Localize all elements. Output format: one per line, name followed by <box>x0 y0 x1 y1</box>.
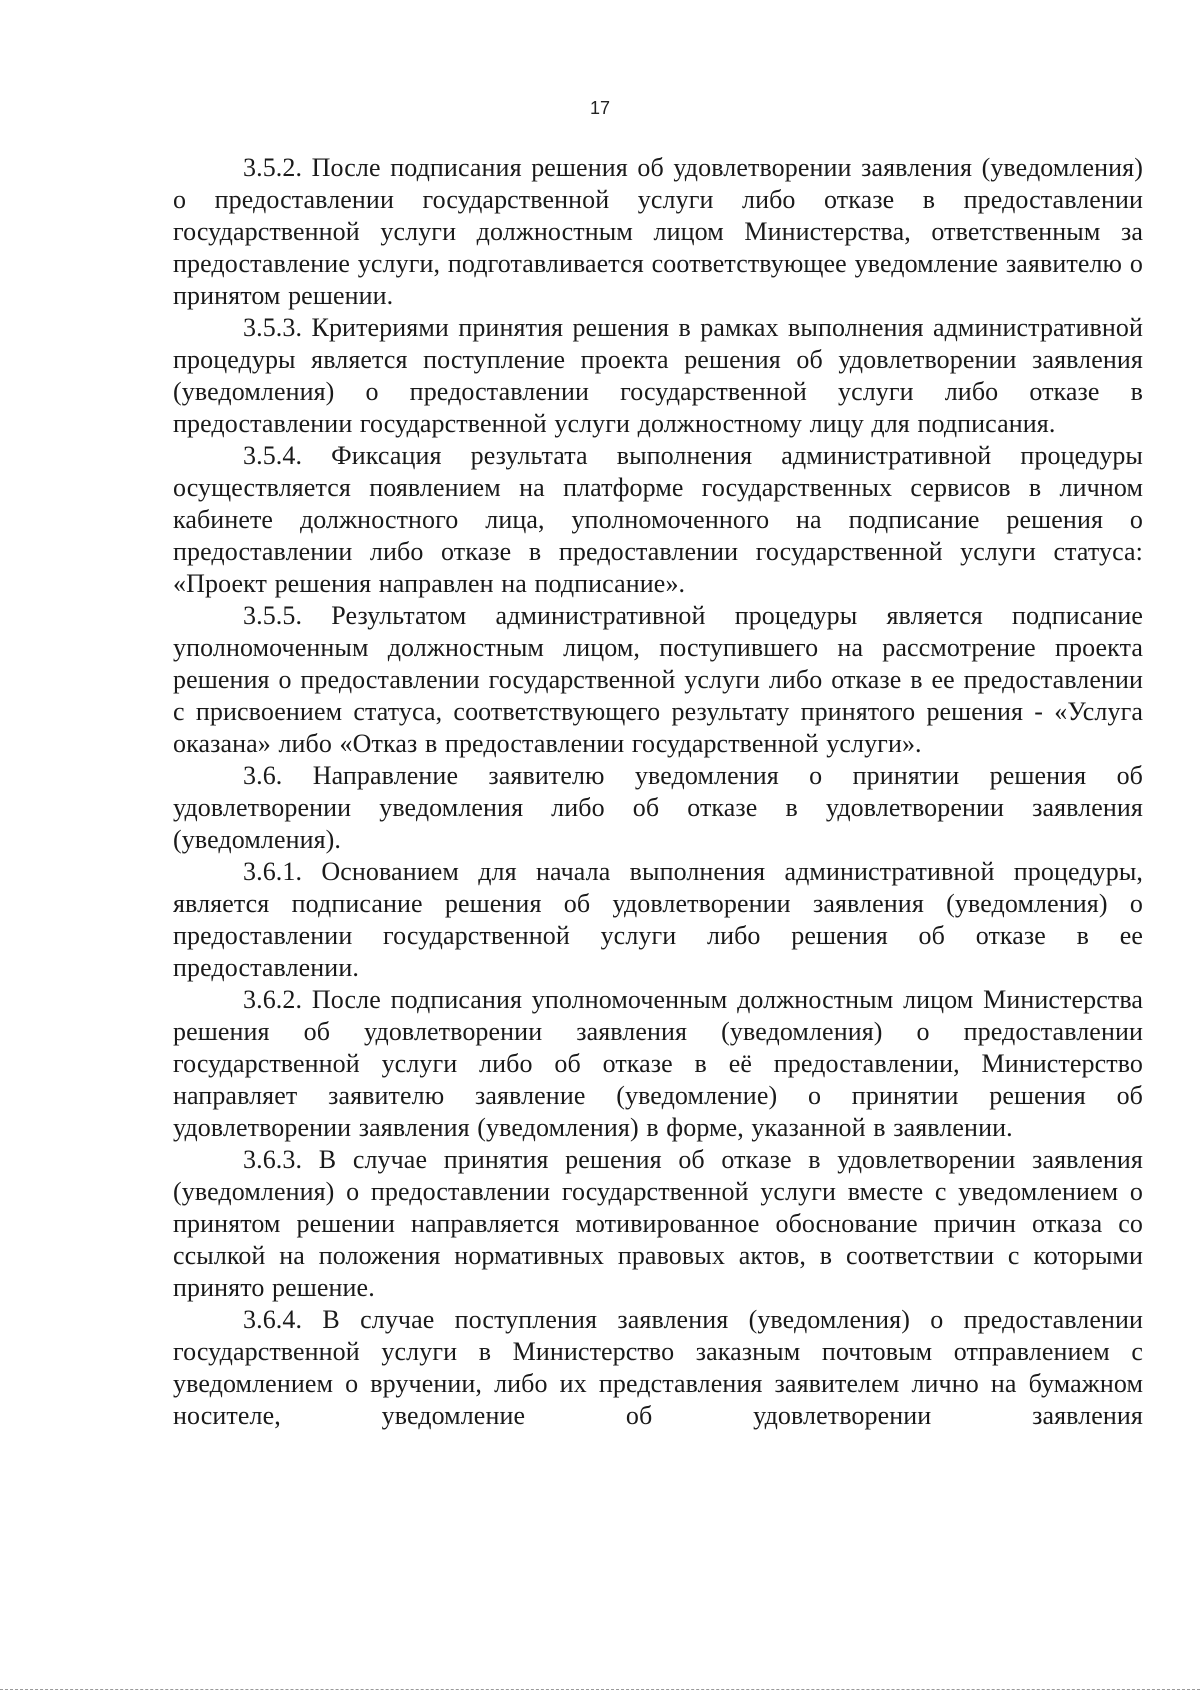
paragraph-3-6-1: 3.6.1. Основанием для начала выполнения административной процедуры, является подписание решения об удовлетворении заявления (уведомления) о предоставлении государственной услуги либо решения об отказе в ее предоставлении. <box>173 857 1143 982</box>
paragraph-3-5-2: 3.5.2. После подписания решения об удовлетворении заявления (уведомления) о предоставлении государственной услуги либо отказе в предоставлении государственной услуги должностным лицом Министерства, ответственным за предоставление услуги, подготавливается соответствующее уведомление заявителю о принятом решении. <box>173 153 1143 310</box>
paragraph-3-6-3: 3.6.3. В случае принятия решения об отказе в удовлетворении заявления (уведомления) о предоставлении государственной услуги вместе с уведомлением о принятом решении направляется мотивированное обоснование причин отказа со ссылкой на положения нормативных правовых актов, в соответствии с которыми принято решение. <box>173 1145 1143 1302</box>
page-number: 17 <box>589 98 611 118</box>
document-body <box>173 152 1143 1432</box>
paragraph-3-6-2: 3.6.2. После подписания уполномоченным должностным лицом Министерства решения об удовлетворении заявления (уведомления) о предоставлении государственной услуги либо об отказе в её предоставлении, Министерство направляет заявителю заявление (уведомление) о принятии решения об удовлетворении заявления (уведомления) в форме, указанной в заявлении. <box>173 985 1143 1142</box>
scan-edge-divider <box>0 1689 1200 1690</box>
paragraph-3-5-4: 3.5.4. Фиксация результата выполнения административной процедуры осуществляется появлением на платформе государственных сервисов в личном кабинете должностного лица, уполномоченного на подписание решения о предоставлении либо отказе в предоставлении государственной услуги статуса: «Проект решения направлен на подписание». <box>173 441 1143 598</box>
paragraph-3-5-3: 3.5.3. Критериями принятия решения в рамках выполнения административной процедуры является поступление проекта решения об удовлетворении заявления (уведомления) о предоставлении государственной услуги либо отказе в предоставлении государственной услуги должностному лицу для подписания. <box>173 313 1143 438</box>
paragraph-3-6: 3.6. Направление заявителю уведомления о принятии решения об удовлетворении уведомления либо об отказе в удовлетворении заявления (уведомления). <box>173 761 1143 854</box>
paragraph-3-6-4: 3.6.4. В случае поступления заявления (уведомления) о предоставлении государственной услуги в Министерство заказным почтовым отправлением с уведомлением о вручении, либо их представления заявителем лично на бумажном носителе, уведомление об удовлетворении заявления <box>173 1305 1143 1430</box>
paragraph-3-5-5: 3.5.5. Результатом административной процедуры является подписание уполномоченным должностным лицом, поступившего на рассмотрение проекта решения о предоставлении государственной услуги либо отказе в ее предоставлении с присвоением статуса, соответствующего результату принятого решения - «Услуга оказана» либо «Отказ в предоставлении государственной услуги». <box>173 601 1143 758</box>
